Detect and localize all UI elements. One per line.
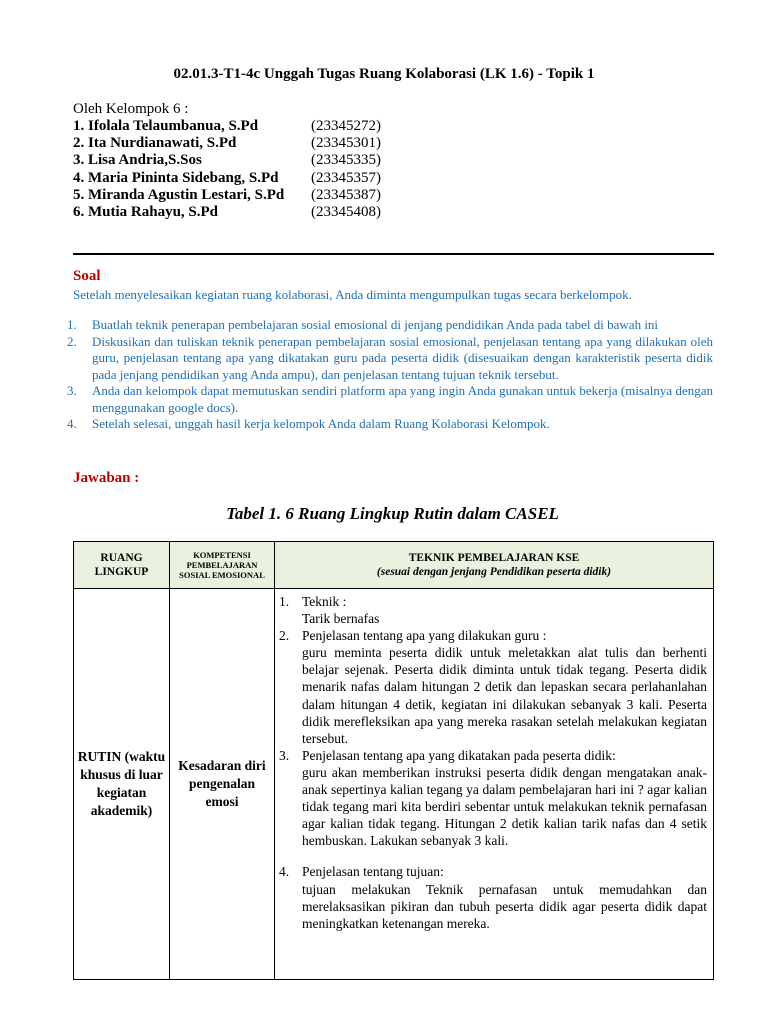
list-item [67, 383, 713, 416]
member-list [73, 118, 381, 221]
item-number: 1. [67, 317, 77, 332]
list-item [67, 334, 713, 384]
member-id: (23345301) [311, 135, 381, 152]
member-name: 1. Ifolala Telaumbanua, S.Pd [73, 118, 259, 134]
jawaban-heading: Jawaban : [73, 470, 140, 486]
member-row [73, 204, 381, 221]
horizontal-divider [73, 253, 714, 255]
step-number: 2. [279, 628, 290, 644]
member-name: 4. Maria Pininta Sidebang, S.Pd [73, 169, 279, 186]
member-row [73, 118, 381, 135]
table-row [74, 589, 714, 980]
list-item [279, 747, 707, 850]
member-id: (23345357) [311, 169, 381, 186]
step-body: guru akan memberikan instruksi peserta didik dengan mengatakan anak-anak sepertinya kalian tegang ya dalam pembelajaran hari ini ? agar kalian tidak tegang mari kita berdiri sebentar untuk melakukan teknik pernafasan agar kalian tidak tegang. Hitungan 2 detik kalian tarik nafas dan 4 setik hembuskan. Lakukan sebanyak 3 kali. [302, 764, 707, 849]
header-teknik-title: TEKNIK PEMBELAJARAN KSE [408, 552, 580, 564]
step-label: Penjelasan tentang apa yang dikatakan pada peserta didik: [302, 747, 616, 763]
member-id: (23345408) [311, 204, 381, 221]
member-name: 5. Miranda Agustin Lestari, S.Pd [73, 186, 285, 203]
scope-cell: RUTIN (waktu khusus di luar kegiatan akademik) [74, 589, 170, 980]
member-name: 6. Mutia Rahayu, S.Pd [73, 204, 219, 221]
item-text: Diskusikan dan tuliskan teknik penerapan pembelajaran sosial emosional, penjelasan tentang apa yang dilakukan oleh guru, penjelasan tentang apa yang dikatakan guru pada peserta didik (disesuaikan dengan karakteristik peserta didik pada jenjang pendidikan yang Anda ampu), dan penjelasan tentang tujuan teknik tersebut. [92, 333, 713, 382]
member-id: (23345387) [311, 186, 381, 203]
step-number: 1. [279, 594, 290, 609]
competency-cell: Kesadaran diri pengenalan emosi [170, 589, 275, 980]
list-item [67, 317, 713, 334]
technique-cell [275, 589, 714, 980]
header-teknik [275, 542, 714, 589]
soal-list [67, 317, 713, 433]
technique-steps [279, 593, 707, 932]
step-number: 4. [279, 864, 290, 880]
item-number: 4. [67, 416, 77, 431]
step-label: Penjelasan tentang apa yang dilakukan guru : [302, 628, 547, 644]
step-label: Penjelasan tentang tujuan: [302, 864, 444, 880]
item-text: Buatlah teknik penerapan pembelajaran sosial emosional di jenjang pendidikan Anda pada tabel di bawah ini [92, 317, 659, 332]
list-item [279, 593, 707, 627]
member-row [73, 135, 381, 152]
header-ruang-lingkup: RUANG LINGKUP [74, 542, 170, 589]
header-kompetensi: KOMPETENSI PEMBELAJARAN SOSIAL EMOSIONAL [170, 542, 275, 589]
step-body: guru meminta peserta didik untuk meletakkan alat tulis dan berhenti belajar sejenak. Peserta didik diminta untuk tidak tegang. Peserta didik menarik nafas dalam hitungan 2 detik dan lepaskan secara perlahanlahan dalam hitungan 4 detik, kegiatan ini dilakukan sebanyak 3 kali. Peserta didik merefleksikan apa yang mereka rasakan setelah melakukan kegiatan tersebut. [302, 645, 707, 746]
table-caption: Tabel 1. 6 Ruang Lingkup Rutin dalam CASEL [226, 504, 559, 523]
item-text: Setelah selesai, unggah hasil kerja kelompok Anda dalam Ruang Kolaborasi Kelompok. [92, 416, 550, 431]
soal-heading: Soal [73, 268, 101, 284]
member-id: (23345335) [311, 152, 381, 169]
member-row [73, 187, 381, 204]
list-item [67, 416, 713, 433]
step-body: tujuan melakukan Teknik pernafasan untuk memudahkan dan merelaksasikan pikiran dan tubuh peserta didik agar peserta didik dapat meningkatkan ketenangan mereka. [302, 881, 707, 931]
step-body: Tarik bernafas [302, 611, 380, 627]
item-text: Anda dan kelompok dapat memutuskan sendiri platform apa yang ingin Anda gunakan untuk bekerja (misalnya dengan menggunakan google docs). [92, 383, 713, 415]
member-name: 2. Ita Nurdianawati, S.Pd [73, 135, 237, 152]
soal-intro: Setelah menyelesaikan kegiatan ruang kolaborasi, Anda diminta mengumpulkan tugas secara berkelompok. [73, 287, 632, 302]
member-row [73, 170, 381, 187]
member-id: (23345272) [311, 118, 381, 134]
member-row [73, 152, 381, 169]
list-item [279, 627, 707, 747]
header-teknik-subtitle: (sesuai dengan jenjang Pendidikan peserta didik) [376, 566, 612, 578]
step-number: 3. [279, 747, 290, 763]
list-item [279, 863, 707, 931]
table-header-row [74, 542, 714, 589]
member-name: 3. Lisa Andria,S.Sos [73, 152, 202, 169]
casel-table [73, 541, 714, 980]
document-title: 02.01.3-T1-4c Unggah Tugas Ruang Kolaborasi (LK 1.6) - Topik 1 [173, 66, 595, 82]
item-number: 3. [67, 383, 77, 398]
group-label: Oleh Kelompok 6 : [73, 101, 189, 117]
item-number: 2. [67, 333, 77, 349]
step-label: Teknik : [302, 594, 347, 609]
